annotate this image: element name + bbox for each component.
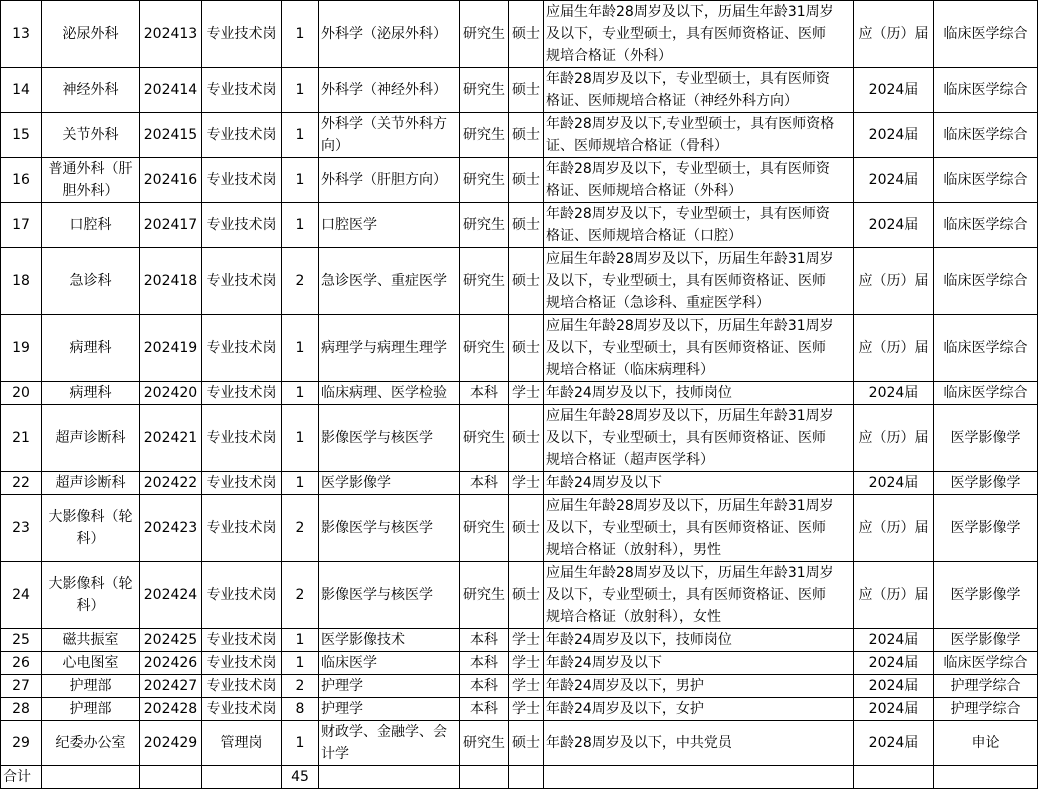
post-code-cell: 202420 — [140, 382, 202, 405]
table-row — [1, 698, 1038, 721]
graduate-type-cell: 2024届 — [854, 158, 934, 203]
graduate-type-cell: 2024届 — [854, 113, 934, 158]
empty-cell — [42, 766, 140, 789]
requirements-cell: 应届生年龄28周岁及以下，历届生年龄31周岁 及以下，专业型硕士，具有医师资格证、医师 规培合格证（外科） — [544, 1, 854, 68]
post-type-cell: 专业技术岗 — [202, 1, 282, 68]
degree-cell: 硕士 — [509, 68, 544, 113]
requirements-cell: 年龄24周岁及以下，男护 — [544, 675, 854, 698]
major-cell: 临床病理、医学检验 — [319, 382, 460, 405]
post-code-cell: 202427 — [140, 675, 202, 698]
headcount-cell: 1 — [282, 68, 319, 113]
headcount-cell: 1 — [282, 113, 319, 158]
department-cell: 急诊科 — [42, 248, 140, 315]
table-row — [1, 1, 1038, 68]
major-cell: 外科学（泌尿外科） — [319, 1, 460, 68]
requirements-cell: 年龄24周岁及以下 — [544, 472, 854, 495]
table-row — [1, 248, 1038, 315]
degree-cell: 学士 — [509, 652, 544, 675]
degree-cell: 学士 — [509, 629, 544, 652]
post-code-cell: 202426 — [140, 652, 202, 675]
major-cell: 外科学（关节外科方 向） — [319, 113, 460, 158]
education-cell: 研究生 — [460, 721, 509, 766]
graduate-type-cell: 2024届 — [854, 472, 934, 495]
graduate-type-cell: 2024届 — [854, 382, 934, 405]
row-number-cell: 21 — [1, 405, 42, 472]
post-type-cell: 专业技术岗 — [202, 562, 282, 629]
graduate-type-cell: 应（历）届 — [854, 562, 934, 629]
table-row — [1, 68, 1038, 113]
empty-cell — [934, 766, 1038, 789]
row-number-cell: 16 — [1, 158, 42, 203]
table-row — [1, 562, 1038, 629]
degree-cell: 学士 — [509, 698, 544, 721]
post-code-cell: 202423 — [140, 495, 202, 562]
post-type-cell: 专业技术岗 — [202, 113, 282, 158]
major-cell: 影像医学与核医学 — [319, 495, 460, 562]
graduate-type-cell: 2024届 — [854, 675, 934, 698]
degree-cell: 学士 — [509, 382, 544, 405]
graduate-type-cell: 应（历）届 — [854, 248, 934, 315]
table-row — [1, 629, 1038, 652]
department-cell: 超声诊断科 — [42, 405, 140, 472]
post-code-cell: 202415 — [140, 113, 202, 158]
post-type-cell: 专业技术岗 — [202, 248, 282, 315]
graduate-type-cell: 2024届 — [854, 68, 934, 113]
requirements-cell: 应届生年龄28周岁及以下，历届生年龄31周岁 及以下，专业型硕士，具有医师资格证、医师 规培合格证（放射科），女性 — [544, 562, 854, 629]
education-cell: 本科 — [460, 675, 509, 698]
post-type-cell: 专业技术岗 — [202, 495, 282, 562]
education-cell: 研究生 — [460, 495, 509, 562]
requirements-cell: 年龄24周岁及以下 — [544, 652, 854, 675]
headcount-cell: 1 — [282, 405, 319, 472]
exam-subject-cell: 护理学综合 — [934, 675, 1038, 698]
exam-subject-cell: 医学影像学 — [934, 562, 1038, 629]
row-number-cell: 28 — [1, 698, 42, 721]
table-row — [1, 382, 1038, 405]
row-number-cell: 19 — [1, 315, 42, 382]
empty-cell — [202, 766, 282, 789]
education-cell: 研究生 — [460, 562, 509, 629]
degree-cell: 硕士 — [509, 721, 544, 766]
major-cell: 外科学（神经外科） — [319, 68, 460, 113]
major-cell: 影像医学与核医学 — [319, 405, 460, 472]
exam-subject-cell: 临床医学综合 — [934, 248, 1038, 315]
requirements-cell: 年龄28周岁及以下，中共党员 — [544, 721, 854, 766]
table-body — [1, 1, 1038, 789]
education-cell: 研究生 — [460, 113, 509, 158]
headcount-cell: 1 — [282, 629, 319, 652]
department-cell: 神经外科 — [42, 68, 140, 113]
graduate-type-cell: 2024届 — [854, 629, 934, 652]
post-type-cell: 专业技术岗 — [202, 68, 282, 113]
exam-subject-cell: 临床医学综合 — [934, 652, 1038, 675]
requirements-cell: 应届生年龄28周岁及以下，历届生年龄31周岁 及以下，专业型硕士，具有医师资格证、医师 规培合格证（放射科），男性 — [544, 495, 854, 562]
post-type-cell: 专业技术岗 — [202, 203, 282, 248]
exam-subject-cell: 临床医学综合 — [934, 68, 1038, 113]
graduate-type-cell: 2024届 — [854, 721, 934, 766]
headcount-cell: 1 — [282, 203, 319, 248]
post-type-cell: 专业技术岗 — [202, 698, 282, 721]
table-row — [1, 405, 1038, 472]
degree-cell: 硕士 — [509, 562, 544, 629]
headcount-cell: 2 — [282, 495, 319, 562]
degree-cell: 硕士 — [509, 113, 544, 158]
department-cell: 纪委办公室 — [42, 721, 140, 766]
exam-subject-cell: 申论 — [934, 721, 1038, 766]
department-cell: 大影像科（轮 科） — [42, 495, 140, 562]
table-row — [1, 472, 1038, 495]
empty-cell — [544, 766, 854, 789]
row-number-cell: 25 — [1, 629, 42, 652]
exam-subject-cell: 医学影像学 — [934, 495, 1038, 562]
row-number-cell: 27 — [1, 675, 42, 698]
department-cell: 心电图室 — [42, 652, 140, 675]
post-code-cell: 202428 — [140, 698, 202, 721]
degree-cell: 硕士 — [509, 248, 544, 315]
post-type-cell: 专业技术岗 — [202, 158, 282, 203]
education-cell: 本科 — [460, 652, 509, 675]
education-cell: 本科 — [460, 472, 509, 495]
education-cell: 研究生 — [460, 1, 509, 68]
department-cell: 病理科 — [42, 315, 140, 382]
exam-subject-cell: 临床医学综合 — [934, 382, 1038, 405]
post-code-cell: 202422 — [140, 472, 202, 495]
post-type-cell: 专业技术岗 — [202, 315, 282, 382]
requirements-cell: 年龄28周岁及以下,专业型硕士，具有医师资格 证、医师规培合格证（骨科） — [544, 113, 854, 158]
education-cell: 研究生 — [460, 68, 509, 113]
degree-cell: 硕士 — [509, 495, 544, 562]
headcount-cell: 1 — [282, 1, 319, 68]
education-cell: 本科 — [460, 629, 509, 652]
table-row — [1, 675, 1038, 698]
exam-subject-cell: 医学影像学 — [934, 405, 1038, 472]
major-cell: 口腔医学 — [319, 203, 460, 248]
requirements-cell: 应届生年龄28周岁及以下，历届生年龄31周岁 及以下，专业型硕士，具有医师资格证、医师 规培合格证（超声医学科） — [544, 405, 854, 472]
table-row — [1, 158, 1038, 203]
post-type-cell: 专业技术岗 — [202, 405, 282, 472]
post-code-cell: 202418 — [140, 248, 202, 315]
department-cell: 磁共振室 — [42, 629, 140, 652]
headcount-cell: 2 — [282, 248, 319, 315]
table-row — [1, 652, 1038, 675]
exam-subject-cell: 临床医学综合 — [934, 158, 1038, 203]
headcount-cell: 1 — [282, 652, 319, 675]
headcount-cell: 1 — [282, 315, 319, 382]
degree-cell: 硕士 — [509, 1, 544, 68]
headcount-cell: 1 — [282, 472, 319, 495]
department-cell: 关节外科 — [42, 113, 140, 158]
exam-subject-cell: 医学影像学 — [934, 472, 1038, 495]
degree-cell: 学士 — [509, 472, 544, 495]
table-row — [1, 203, 1038, 248]
education-cell: 研究生 — [460, 405, 509, 472]
headcount-cell: 2 — [282, 562, 319, 629]
row-number-cell: 23 — [1, 495, 42, 562]
requirements-cell: 年龄28周岁及以下，专业型硕士，具有医师资 格证、医师规培合格证（神经外科方向） — [544, 68, 854, 113]
education-cell: 本科 — [460, 698, 509, 721]
graduate-type-cell: 2024届 — [854, 652, 934, 675]
headcount-cell: 1 — [282, 382, 319, 405]
row-number-cell: 20 — [1, 382, 42, 405]
education-cell: 研究生 — [460, 203, 509, 248]
major-cell: 外科学（肝胆方向） — [319, 158, 460, 203]
department-cell: 普通外科（肝 胆外科） — [42, 158, 140, 203]
row-number-cell: 22 — [1, 472, 42, 495]
row-number-cell: 26 — [1, 652, 42, 675]
total-label: 合计 — [1, 766, 42, 789]
post-code-cell: 202419 — [140, 315, 202, 382]
table-row — [1, 113, 1038, 158]
requirements-cell: 应届生年龄28周岁及以下，历届生年龄31周岁 及以下，专业型硕士，具有医师资格证、医师 规培合格证（临床病理科） — [544, 315, 854, 382]
department-cell: 超声诊断科 — [42, 472, 140, 495]
department-cell: 护理部 — [42, 675, 140, 698]
education-cell: 本科 — [460, 382, 509, 405]
total-row — [1, 766, 1038, 789]
requirements-cell: 年龄28周岁及以下，专业型硕士，具有医师资 格证、医师规培合格证（口腔） — [544, 203, 854, 248]
graduate-type-cell: 2024届 — [854, 698, 934, 721]
graduate-type-cell: 应（历）届 — [854, 405, 934, 472]
major-cell: 临床医学 — [319, 652, 460, 675]
empty-cell — [319, 766, 460, 789]
education-cell: 研究生 — [460, 158, 509, 203]
department-cell: 泌尿外科 — [42, 1, 140, 68]
headcount-cell: 8 — [282, 698, 319, 721]
post-code-cell: 202414 — [140, 68, 202, 113]
post-code-cell: 202421 — [140, 405, 202, 472]
post-code-cell: 202429 — [140, 721, 202, 766]
exam-subject-cell: 临床医学综合 — [934, 315, 1038, 382]
post-type-cell: 专业技术岗 — [202, 652, 282, 675]
exam-subject-cell: 医学影像学 — [934, 629, 1038, 652]
degree-cell: 硕士 — [509, 405, 544, 472]
row-number-cell: 14 — [1, 68, 42, 113]
exam-subject-cell: 临床医学综合 — [934, 113, 1038, 158]
major-cell: 医学影像技术 — [319, 629, 460, 652]
total-headcount: 45 — [282, 766, 319, 789]
department-cell: 病理科 — [42, 382, 140, 405]
row-number-cell: 29 — [1, 721, 42, 766]
requirements-cell: 年龄28周岁及以下，专业型硕士，具有医师资 格证、医师规培合格证（外科） — [544, 158, 854, 203]
row-number-cell: 13 — [1, 1, 42, 68]
post-type-cell: 专业技术岗 — [202, 675, 282, 698]
requirements-cell: 年龄24周岁及以下，技师岗位 — [544, 382, 854, 405]
department-cell: 护理部 — [42, 698, 140, 721]
education-cell: 研究生 — [460, 315, 509, 382]
empty-cell — [460, 766, 509, 789]
major-cell: 护理学 — [319, 675, 460, 698]
department-cell: 大影像科（轮 科） — [42, 562, 140, 629]
requirements-cell: 年龄24周岁及以下，女护 — [544, 698, 854, 721]
post-code-cell: 202425 — [140, 629, 202, 652]
row-number-cell: 18 — [1, 248, 42, 315]
row-number-cell: 24 — [1, 562, 42, 629]
post-code-cell: 202424 — [140, 562, 202, 629]
graduate-type-cell: 应（历）届 — [854, 495, 934, 562]
empty-cell — [854, 766, 934, 789]
table-row — [1, 315, 1038, 382]
degree-cell: 硕士 — [509, 315, 544, 382]
headcount-cell: 1 — [282, 721, 319, 766]
row-number-cell: 15 — [1, 113, 42, 158]
post-code-cell: 202417 — [140, 203, 202, 248]
post-type-cell: 专业技术岗 — [202, 472, 282, 495]
empty-cell — [140, 766, 202, 789]
headcount-cell: 2 — [282, 675, 319, 698]
department-cell: 口腔科 — [42, 203, 140, 248]
graduate-type-cell: 2024届 — [854, 203, 934, 248]
post-type-cell: 专业技术岗 — [202, 382, 282, 405]
post-type-cell: 管理岗 — [202, 721, 282, 766]
empty-cell — [509, 766, 544, 789]
exam-subject-cell: 临床医学综合 — [934, 1, 1038, 68]
major-cell: 影像医学与核医学 — [319, 562, 460, 629]
major-cell: 病理学与病理生理学 — [319, 315, 460, 382]
post-code-cell: 202416 — [140, 158, 202, 203]
exam-subject-cell: 临床医学综合 — [934, 203, 1038, 248]
major-cell: 急诊医学、重症医学 — [319, 248, 460, 315]
exam-subject-cell: 护理学综合 — [934, 698, 1038, 721]
headcount-cell: 1 — [282, 158, 319, 203]
major-cell: 护理学 — [319, 698, 460, 721]
requirements-cell: 应届生年龄28周岁及以下，历届生年龄31周岁 及以下，专业型硕士，具有医师资格证、医师 规培合格证（急诊科、重症医学科） — [544, 248, 854, 315]
degree-cell: 硕士 — [509, 203, 544, 248]
graduate-type-cell: 应（历）届 — [854, 315, 934, 382]
major-cell: 医学影像学 — [319, 472, 460, 495]
post-code-cell: 202413 — [140, 1, 202, 68]
degree-cell: 学士 — [509, 675, 544, 698]
graduate-type-cell: 应（历）届 — [854, 1, 934, 68]
education-cell: 研究生 — [460, 248, 509, 315]
degree-cell: 硕士 — [509, 158, 544, 203]
requirements-cell: 年龄24周岁及以下，技师岗位 — [544, 629, 854, 652]
major-cell: 财政学、金融学、会 计学 — [319, 721, 460, 766]
table-row — [1, 495, 1038, 562]
post-type-cell: 专业技术岗 — [202, 629, 282, 652]
row-number-cell: 17 — [1, 203, 42, 248]
table-row — [1, 721, 1038, 766]
